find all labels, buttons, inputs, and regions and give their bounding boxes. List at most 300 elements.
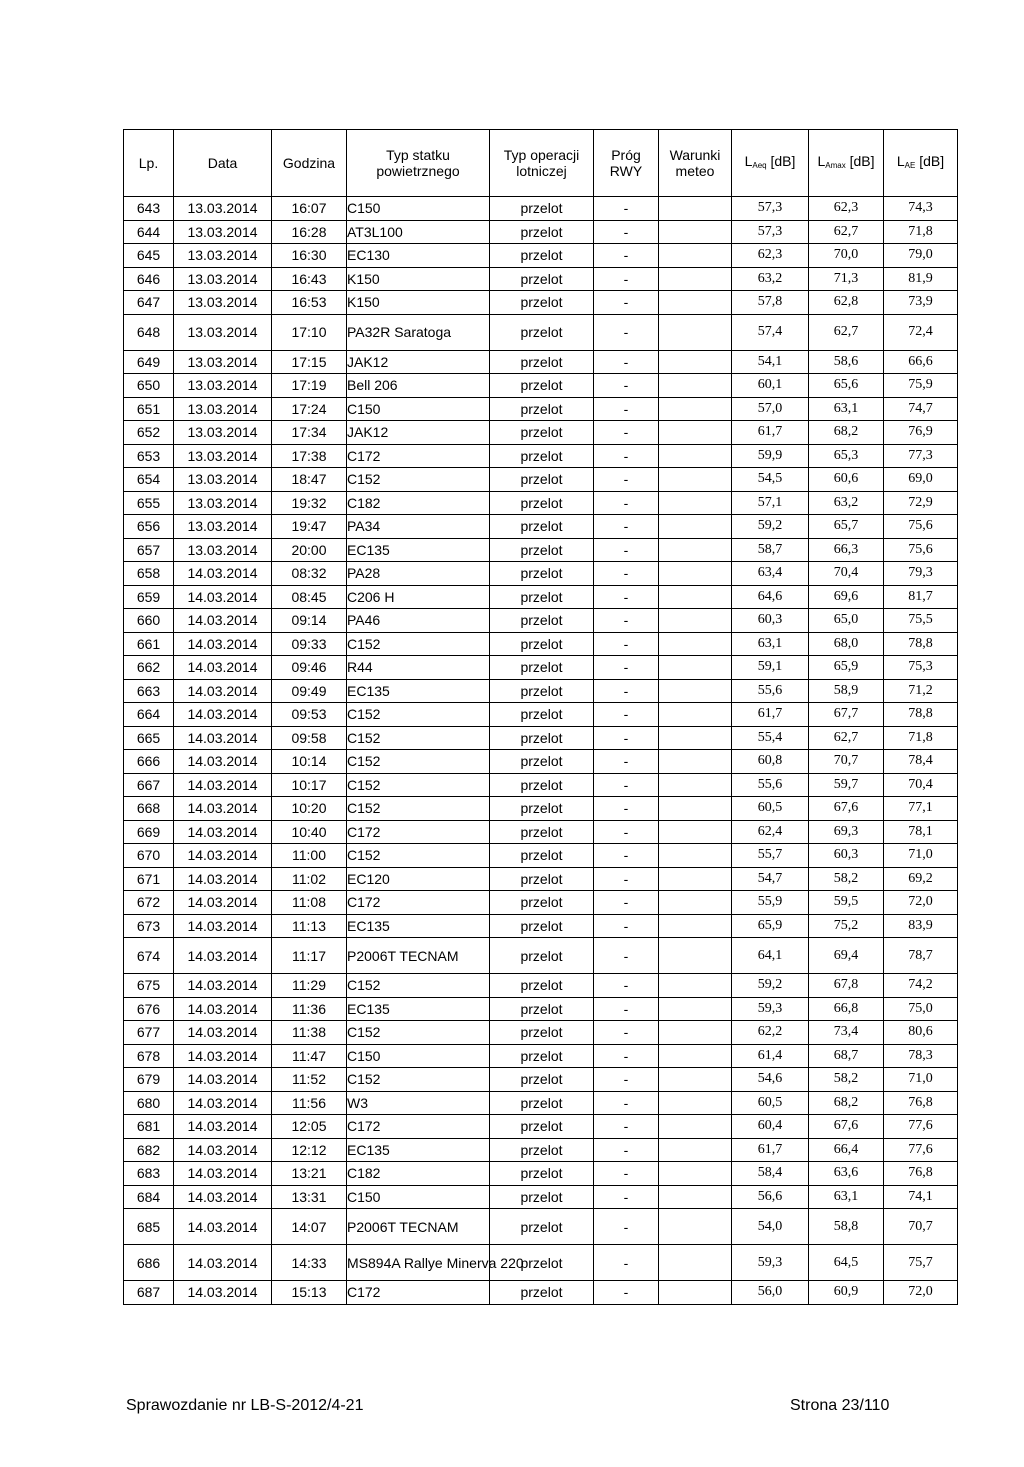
cell-operation: przelot: [490, 1162, 594, 1186]
table-row: [124, 350, 958, 374]
cell-weather: [659, 703, 732, 727]
cell-lae: 78,4: [884, 750, 958, 774]
cell-weather: [659, 374, 732, 398]
cell-time: 10:17: [272, 773, 347, 797]
cell-aircraft: PA28: [347, 562, 490, 586]
cell-date: 13.03.2014: [174, 468, 272, 492]
cell-date: 13.03.2014: [174, 267, 272, 291]
cell-time: 11:02: [272, 867, 347, 891]
table-row: [124, 1185, 958, 1209]
cell-lamax: 62,8: [809, 291, 884, 315]
cell-rwy: -: [594, 1115, 659, 1139]
cell-time: 17:19: [272, 374, 347, 398]
cell-laeq: 57,3: [732, 197, 809, 221]
cell-date: 14.03.2014: [174, 1068, 272, 1092]
cell-lae: 78,8: [884, 703, 958, 727]
cell-aircraft: EC135: [347, 997, 490, 1021]
cell-weather: [659, 538, 732, 562]
cell-lp: 686: [124, 1245, 174, 1281]
cell-aircraft: MS894A Rallye Minerva 220: [347, 1245, 490, 1281]
cell-lamax: 70,7: [809, 750, 884, 774]
cell-time: 13:31: [272, 1185, 347, 1209]
cell-lae: 71,2: [884, 679, 958, 703]
cell-time: 09:14: [272, 609, 347, 633]
cell-operation: przelot: [490, 1044, 594, 1068]
cell-time: 10:40: [272, 820, 347, 844]
cell-lamax: 65,3: [809, 444, 884, 468]
cell-weather: [659, 679, 732, 703]
cell-rwy: -: [594, 914, 659, 938]
cell-lae: 70,4: [884, 773, 958, 797]
cell-lamax: 63,2: [809, 491, 884, 515]
cell-aircraft: EC135: [347, 1138, 490, 1162]
table-row: [124, 515, 958, 539]
cell-aircraft: EC120: [347, 867, 490, 891]
cell-weather: [659, 750, 732, 774]
cell-laeq: 58,4: [732, 1162, 809, 1186]
cell-weather: [659, 220, 732, 244]
cell-lp: 680: [124, 1091, 174, 1115]
cell-lp: 666: [124, 750, 174, 774]
cell-aircraft: PA34: [347, 515, 490, 539]
cell-time: 12:12: [272, 1138, 347, 1162]
cell-operation: przelot: [490, 197, 594, 221]
table-row: [124, 421, 958, 445]
cell-weather: [659, 1091, 732, 1115]
lae-symbol: L: [896, 152, 905, 169]
cell-laeq: 59,1: [732, 656, 809, 680]
cell-aircraft: P2006T TECNAM: [347, 938, 490, 974]
table-body: [124, 197, 958, 1305]
cell-aircraft: W3: [347, 1091, 490, 1115]
cell-lae: 81,7: [884, 585, 958, 609]
cell-laeq: 60,3: [732, 609, 809, 633]
cell-time: 09:33: [272, 632, 347, 656]
cell-operation: przelot: [490, 1281, 594, 1305]
cell-lp: 646: [124, 267, 174, 291]
cell-lp: 687: [124, 1281, 174, 1305]
cell-date: 14.03.2014: [174, 844, 272, 868]
cell-aircraft: P2006T TECNAM: [347, 1209, 490, 1245]
col-header-weather: Warunki meteo: [659, 130, 732, 197]
cell-rwy: -: [594, 1044, 659, 1068]
table-row: [124, 750, 958, 774]
cell-lamax: 59,5: [809, 891, 884, 915]
cell-date: 14.03.2014: [174, 632, 272, 656]
cell-time: 09:46: [272, 656, 347, 680]
cell-weather: [659, 914, 732, 938]
cell-date: 14.03.2014: [174, 1091, 272, 1115]
cell-operation: przelot: [490, 914, 594, 938]
cell-operation: przelot: [490, 1245, 594, 1281]
cell-laeq: 59,9: [732, 444, 809, 468]
cell-date: 13.03.2014: [174, 538, 272, 562]
cell-operation: przelot: [490, 974, 594, 998]
report-number: Sprawozdanie nr LB-S-2012/4-21: [126, 1397, 364, 1414]
cell-lp: 652: [124, 421, 174, 445]
cell-rwy: -: [594, 703, 659, 727]
table-row: [124, 444, 958, 468]
cell-weather: [659, 1021, 732, 1045]
cell-lae: 72,0: [884, 891, 958, 915]
cell-rwy: -: [594, 197, 659, 221]
cell-weather: [659, 1044, 732, 1068]
cell-time: 12:05: [272, 1115, 347, 1139]
cell-time: 10:20: [272, 797, 347, 821]
table-row: [124, 867, 958, 891]
cell-laeq: 54,0: [732, 1209, 809, 1245]
laeq-symbol: L: [744, 152, 753, 169]
cell-lp: 657: [124, 538, 174, 562]
cell-time: 08:32: [272, 562, 347, 586]
cell-aircraft: C172: [347, 891, 490, 915]
cell-lp: 651: [124, 397, 174, 421]
cell-laeq: 59,2: [732, 515, 809, 539]
measurement-table: [123, 129, 958, 1305]
table-row: [124, 291, 958, 315]
header-row: [124, 130, 958, 197]
table-row: [124, 491, 958, 515]
cell-lae: 72,9: [884, 491, 958, 515]
cell-time: 19:47: [272, 515, 347, 539]
lamax-symbol: L: [817, 152, 826, 169]
cell-lamax: 75,2: [809, 914, 884, 938]
cell-operation: przelot: [490, 656, 594, 680]
cell-rwy: -: [594, 374, 659, 398]
cell-time: 17:15: [272, 350, 347, 374]
cell-time: 15:13: [272, 1281, 347, 1305]
cell-time: 11:17: [272, 938, 347, 974]
cell-aircraft: PA46: [347, 609, 490, 633]
cell-date: 14.03.2014: [174, 1245, 272, 1281]
cell-lamax: 59,7: [809, 773, 884, 797]
cell-weather: [659, 609, 732, 633]
cell-weather: [659, 974, 732, 998]
cell-operation: przelot: [490, 515, 594, 539]
cell-weather: [659, 397, 732, 421]
table-row: [124, 997, 958, 1021]
cell-date: 14.03.2014: [174, 997, 272, 1021]
cell-operation: przelot: [490, 938, 594, 974]
table-row: [124, 1068, 958, 1092]
cell-operation: przelot: [490, 421, 594, 445]
cell-lae: 77,3: [884, 444, 958, 468]
cell-lae: 75,3: [884, 656, 958, 680]
cell-aircraft: C152: [347, 468, 490, 492]
cell-weather: [659, 1209, 732, 1245]
cell-laeq: 54,6: [732, 1068, 809, 1092]
cell-laeq: 60,8: [732, 750, 809, 774]
cell-lp: 668: [124, 797, 174, 821]
cell-operation: przelot: [490, 444, 594, 468]
cell-lae: 74,7: [884, 397, 958, 421]
cell-lae: 74,3: [884, 197, 958, 221]
cell-lamax: 62,7: [809, 314, 884, 350]
cell-rwy: -: [594, 997, 659, 1021]
cell-weather: [659, 867, 732, 891]
cell-lamax: 62,3: [809, 197, 884, 221]
cell-date: 14.03.2014: [174, 1185, 272, 1209]
cell-lae: 69,2: [884, 867, 958, 891]
cell-laeq: 60,5: [732, 1091, 809, 1115]
cell-lae: 76,8: [884, 1162, 958, 1186]
table-row: [124, 656, 958, 680]
cell-date: 13.03.2014: [174, 397, 272, 421]
table-row: [124, 938, 958, 974]
cell-rwy: -: [594, 468, 659, 492]
cell-time: 16:53: [272, 291, 347, 315]
cell-lamax: 62,7: [809, 220, 884, 244]
cell-lp: 662: [124, 656, 174, 680]
cell-time: 11:56: [272, 1091, 347, 1115]
cell-lamax: 70,0: [809, 244, 884, 268]
cell-aircraft: EC135: [347, 538, 490, 562]
table-row: [124, 891, 958, 915]
cell-aircraft: C150: [347, 1044, 490, 1068]
cell-lamax: 68,2: [809, 421, 884, 445]
cell-lamax: 65,0: [809, 609, 884, 633]
cell-lae: 70,7: [884, 1209, 958, 1245]
cell-date: 14.03.2014: [174, 656, 272, 680]
cell-lp: 655: [124, 491, 174, 515]
cell-laeq: 55,7: [732, 844, 809, 868]
cell-date: 13.03.2014: [174, 220, 272, 244]
table-row: [124, 267, 958, 291]
cell-time: 17:10: [272, 314, 347, 350]
cell-operation: przelot: [490, 538, 594, 562]
cell-lp: 648: [124, 314, 174, 350]
cell-rwy: -: [594, 656, 659, 680]
cell-aircraft: K150: [347, 267, 490, 291]
cell-rwy: -: [594, 444, 659, 468]
cell-laeq: 64,1: [732, 938, 809, 974]
cell-laeq: 57,3: [732, 220, 809, 244]
cell-time: 17:38: [272, 444, 347, 468]
cell-aircraft: C172: [347, 1115, 490, 1139]
cell-operation: przelot: [490, 797, 594, 821]
cell-operation: przelot: [490, 820, 594, 844]
table-row: [124, 1138, 958, 1162]
cell-lamax: 69,6: [809, 585, 884, 609]
cell-lae: 72,4: [884, 314, 958, 350]
cell-laeq: 59,3: [732, 1245, 809, 1281]
cell-aircraft: C152: [347, 632, 490, 656]
cell-lamax: 60,9: [809, 1281, 884, 1305]
cell-laeq: 59,3: [732, 997, 809, 1021]
cell-date: 14.03.2014: [174, 726, 272, 750]
cell-lamax: 60,6: [809, 468, 884, 492]
cell-rwy: -: [594, 1209, 659, 1245]
cell-lae: 75,0: [884, 997, 958, 1021]
cell-rwy: -: [594, 632, 659, 656]
cell-weather: [659, 1185, 732, 1209]
cell-lae: 83,9: [884, 914, 958, 938]
cell-aircraft: C152: [347, 974, 490, 998]
table-row: [124, 609, 958, 633]
cell-aircraft: Bell 206: [347, 374, 490, 398]
cell-laeq: 61,7: [732, 1138, 809, 1162]
cell-operation: przelot: [490, 244, 594, 268]
cell-aircraft: C152: [347, 726, 490, 750]
cell-laeq: 61,7: [732, 703, 809, 727]
cell-date: 14.03.2014: [174, 867, 272, 891]
cell-lp: 679: [124, 1068, 174, 1092]
cell-lamax: 70,4: [809, 562, 884, 586]
cell-time: 20:00: [272, 538, 347, 562]
cell-time: 10:14: [272, 750, 347, 774]
cell-aircraft: C152: [347, 703, 490, 727]
cell-lp: 673: [124, 914, 174, 938]
cell-rwy: -: [594, 314, 659, 350]
cell-lamax: 66,4: [809, 1138, 884, 1162]
cell-rwy: -: [594, 750, 659, 774]
cell-laeq: 56,6: [732, 1185, 809, 1209]
cell-operation: przelot: [490, 750, 594, 774]
cell-time: 08:45: [272, 585, 347, 609]
cell-aircraft: C172: [347, 1281, 490, 1305]
cell-laeq: 62,4: [732, 820, 809, 844]
cell-time: 09:53: [272, 703, 347, 727]
cell-date: 14.03.2014: [174, 1281, 272, 1305]
cell-date: 14.03.2014: [174, 585, 272, 609]
cell-laeq: 56,0: [732, 1281, 809, 1305]
cell-weather: [659, 244, 732, 268]
cell-lamax: 68,0: [809, 632, 884, 656]
cell-operation: przelot: [490, 773, 594, 797]
cell-weather: [659, 515, 732, 539]
cell-lae: 77,6: [884, 1115, 958, 1139]
cell-weather: [659, 468, 732, 492]
cell-weather: [659, 938, 732, 974]
cell-lp: 663: [124, 679, 174, 703]
cell-aircraft: C206 H: [347, 585, 490, 609]
cell-lamax: 67,6: [809, 797, 884, 821]
cell-date: 14.03.2014: [174, 891, 272, 915]
table-row: [124, 468, 958, 492]
cell-lp: 667: [124, 773, 174, 797]
cell-lae: 78,8: [884, 632, 958, 656]
laeq-subscript: Aeq: [752, 160, 767, 170]
cell-lae: 74,2: [884, 974, 958, 998]
cell-time: 16:07: [272, 197, 347, 221]
cell-aircraft: K150: [347, 291, 490, 315]
cell-lp: 653: [124, 444, 174, 468]
table-row: [124, 726, 958, 750]
cell-rwy: -: [594, 538, 659, 562]
cell-weather: [659, 773, 732, 797]
cell-lp: 674: [124, 938, 174, 974]
cell-weather: [659, 491, 732, 515]
cell-rwy: -: [594, 491, 659, 515]
cell-rwy: -: [594, 350, 659, 374]
cell-lae: 75,7: [884, 1245, 958, 1281]
cell-rwy: -: [594, 1091, 659, 1115]
cell-time: 11:29: [272, 974, 347, 998]
cell-weather: [659, 1162, 732, 1186]
cell-date: 14.03.2014: [174, 1115, 272, 1139]
cell-lamax: 63,6: [809, 1162, 884, 1186]
cell-time: 09:49: [272, 679, 347, 703]
table-row: [124, 632, 958, 656]
table-row: [124, 820, 958, 844]
cell-operation: przelot: [490, 1068, 594, 1092]
cell-lamax: 58,2: [809, 867, 884, 891]
cell-date: 14.03.2014: [174, 750, 272, 774]
cell-aircraft: C150: [347, 197, 490, 221]
cell-aircraft: C182: [347, 491, 490, 515]
cell-aircraft: EC135: [347, 914, 490, 938]
cell-lae: 73,9: [884, 291, 958, 315]
cell-lamax: 66,3: [809, 538, 884, 562]
cell-operation: przelot: [490, 397, 594, 421]
cell-date: 14.03.2014: [174, 1044, 272, 1068]
cell-lamax: 64,5: [809, 1245, 884, 1281]
cell-operation: przelot: [490, 267, 594, 291]
cell-weather: [659, 1115, 732, 1139]
cell-lp: 658: [124, 562, 174, 586]
cell-lamax: 67,6: [809, 1115, 884, 1139]
cell-laeq: 62,3: [732, 244, 809, 268]
table-row: [124, 1281, 958, 1305]
cell-lp: 647: [124, 291, 174, 315]
cell-weather: [659, 585, 732, 609]
cell-rwy: -: [594, 844, 659, 868]
table-row: [124, 314, 958, 350]
cell-operation: przelot: [490, 585, 594, 609]
cell-lae: 76,9: [884, 421, 958, 445]
cell-lp: 682: [124, 1138, 174, 1162]
col-header-rwy: Próg RWY: [594, 130, 659, 197]
cell-lamax: 63,1: [809, 397, 884, 421]
cell-lae: 77,1: [884, 797, 958, 821]
cell-time: 11:52: [272, 1068, 347, 1092]
cell-aircraft: PA32R Saratoga: [347, 314, 490, 350]
cell-time: 09:58: [272, 726, 347, 750]
cell-lp: 683: [124, 1162, 174, 1186]
cell-laeq: 55,9: [732, 891, 809, 915]
cell-date: 14.03.2014: [174, 1209, 272, 1245]
table-row: [124, 773, 958, 797]
cell-date: 14.03.2014: [174, 974, 272, 998]
table-row: [124, 914, 958, 938]
cell-rwy: -: [594, 1138, 659, 1162]
cell-time: 17:34: [272, 421, 347, 445]
cell-lae: 78,7: [884, 938, 958, 974]
cell-operation: przelot: [490, 867, 594, 891]
cell-weather: [659, 1245, 732, 1281]
col-header-laeq: [732, 130, 809, 197]
cell-aircraft: C152: [347, 1068, 490, 1092]
cell-lae: 75,5: [884, 609, 958, 633]
cell-aircraft: C152: [347, 773, 490, 797]
table-row: [124, 220, 958, 244]
col-header-lae: [884, 130, 958, 197]
table-row: [124, 538, 958, 562]
cell-lp: 659: [124, 585, 174, 609]
cell-laeq: 60,4: [732, 1115, 809, 1139]
cell-date: 14.03.2014: [174, 1021, 272, 1045]
cell-lamax: 71,3: [809, 267, 884, 291]
cell-laeq: 54,1: [732, 350, 809, 374]
cell-operation: przelot: [490, 703, 594, 727]
cell-date: 14.03.2014: [174, 1138, 272, 1162]
table-row: [124, 1091, 958, 1115]
cell-lamax: 68,7: [809, 1044, 884, 1068]
cell-laeq: 55,4: [732, 726, 809, 750]
cell-laeq: 57,8: [732, 291, 809, 315]
cell-date: 13.03.2014: [174, 374, 272, 398]
cell-weather: [659, 997, 732, 1021]
